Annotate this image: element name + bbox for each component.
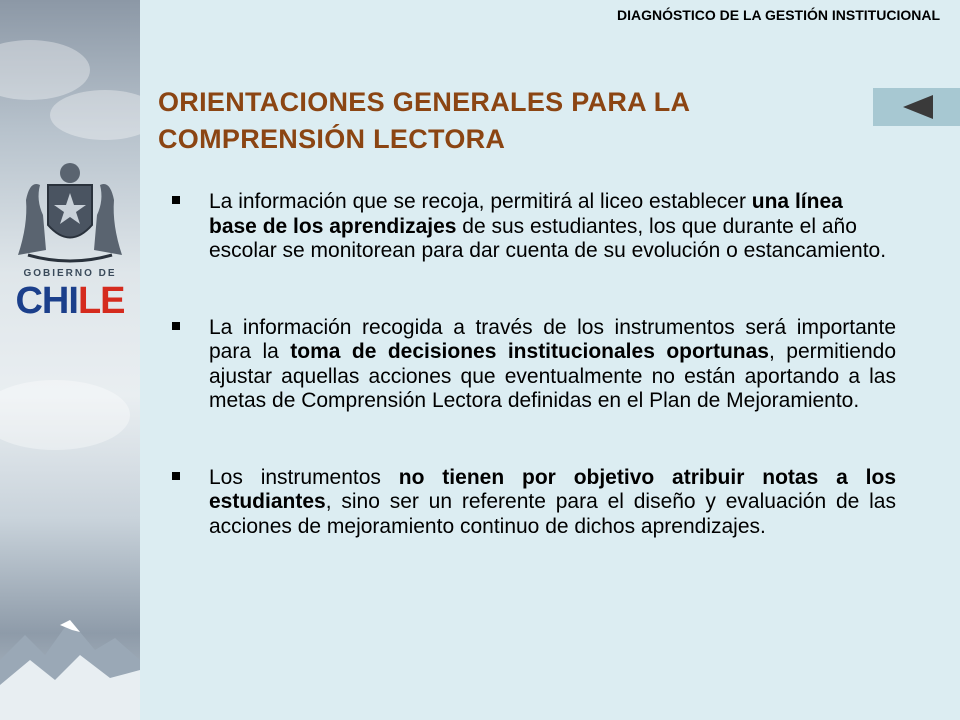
bullet-text: La información que se recoja, permitirá al liceo establecer <box>209 190 752 213</box>
sidebar-banner <box>0 0 140 720</box>
chile-logo-part2: LE <box>77 280 125 322</box>
list-item <box>172 466 896 540</box>
gobierno-label: GOBIERNO DE <box>23 268 117 279</box>
cloud-decoration <box>0 380 130 450</box>
chile-logo <box>0 280 140 323</box>
bullet-text: La información recogida a través de los instrumentos será importante para la <box>209 315 896 363</box>
slide-title <box>158 84 858 158</box>
slide-title-line1: ORIENTACIONES GENERALES PARA LA <box>158 87 691 117</box>
cloud-decoration <box>50 90 140 140</box>
header-title: DIAGNÓSTICO DE LA GESTIÓN INSTITUCIONAL <box>616 7 940 23</box>
bullet-text: , permitiendo ajustar aquellas acciones que eventualmente no están aportando a las metas de Comprensión Lectora definidas en el Plan de Mejoramiento. <box>209 340 897 412</box>
back-button[interactable] <box>873 88 960 126</box>
slide-title-line2: COMPRENSIÓN LECTORA <box>158 124 506 154</box>
bullet-text: Los instrumentos <box>209 465 399 489</box>
list-item <box>172 190 896 264</box>
triangle-left-icon <box>903 95 933 119</box>
bullet-square-icon <box>172 322 180 330</box>
cloud-decoration <box>0 40 90 100</box>
list-item <box>172 316 896 414</box>
bullet-bold-text: no tienen por objetivo atribuir notas a los estudiantes <box>209 465 896 513</box>
bullet-text: de sus estudiantes, los que durante el año escolar se monitorean para dar cuenta de su evolución o estancamiento. <box>209 214 887 262</box>
coat-of-arms-icon <box>8 155 132 265</box>
bullet-bold-text: toma de decisiones institucionales oportunas <box>290 340 769 363</box>
chile-logo-part1: CHI <box>15 280 78 322</box>
bullet-square-icon <box>172 472 180 480</box>
bullet-bold-text: una línea base de los aprendizajes <box>209 190 843 238</box>
bullet-list <box>172 190 896 591</box>
bullet-text: , sino ser un referente para el diseño y evaluación de las acciones de mejoramiento continuo de dichos aprendizajes. <box>209 490 896 538</box>
bullet-square-icon <box>172 196 180 204</box>
mountains-decoration <box>0 600 140 720</box>
